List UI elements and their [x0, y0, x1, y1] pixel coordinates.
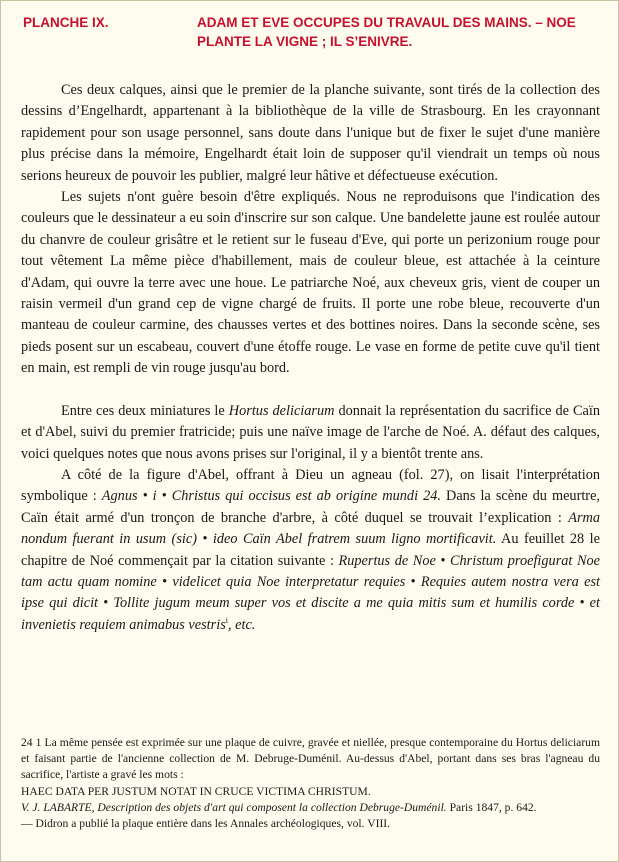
- latin-quote: Agnus • i • Christus qui occisus est ab origine mundi 24.: [101, 488, 441, 505]
- citation-title: V. J. LABARTE, Description des objets d'art qui composent la collection Debruge-Duménil.: [21, 800, 447, 814]
- paragraph-2: Les sujets n'ont guère besoin d'être expliqués. Nous ne reproduisons que l'indication des couleurs que le dessinateur a eu soin d'inscrire sur son calque. Une bandelette jaune est roulée autour du chanvre de couleur grisâtre et le retient sur le fuseau d'Eve, qui porte un perizonium rouge pour tout vêtement La même pièce d'habillement, mais de couleur bleue, est attachée à la ceinture d'Adam, qui ouvre la terre avec une houe. Le patriarche Noé, aux cheveux gris, vient de couper un raisin vermeil d'un grand cep de vigne chargé de fruits. Il porte une robe bleue, recouverte d'un manteau de couleur carmine, des chausses vertes et des bottines noires. Dans la seconde scène, ses pieds posent sur un escabeau, couvert d'une étoffe rouge. Le vase en forme de petite cuve qu'il tient en main, est rempli de vin rouge jusqu'au bord.: [21, 189, 600, 377]
- paragraph-3-text: donnait la représentation du sacrifice de Caïn et d'Abel, suivi du premier fratricide; puis une naïve image de l'arche de Noé. A. défaut des calques, voici quelques notes que nous avons prises sur l'original, il y a bientôt trente ans.: [21, 402, 600, 462]
- plate-title: ADAM ET EVE OCCUPES DU TRAVAUL DES MAINS. – NOE PLANTE LA VIGNE ; IL S’ENIVRE.: [197, 15, 576, 49]
- footnote-block: [21, 735, 600, 832]
- footnote-inscription: HAEC DATA PER JUSTUM NOTAT IN CRUCE VICTIMA CHRISTUM.: [21, 784, 371, 798]
- latin-quote: Rupertus de Noe • Christum proefigurat Noe tam actu quam nomine • videlicet quia Noe interpretatur requies • Requies autem nostra vera est ipse qui dicit • Tollite jugum meum super vos et discite a me quia mitis sum et humilis corde • et invenietis requiem animabus vestris: [21, 552, 600, 633]
- footnote-text: 24 1 La même pensée est exprimée sur une plaque de cuivre, gravée et niellée, presque contemporaine du Hortus deliciarum et faisant partie de l'ancienne collection de M. Debruge-Duménil. Au-dessus d'Abel, portant dans ses bras l'agneau du sacrifice, l'artiste a gravé les mots :: [21, 736, 600, 782]
- paragraph-3: [21, 401, 600, 465]
- paragraph-3-text: Entre ces deux miniatures le: [61, 402, 229, 419]
- footnote-didron: — Didron a publié la plaque entière dans les Annales archéologiques, vol. VIII.: [21, 817, 391, 831]
- footnote-citation: [21, 800, 600, 816]
- latin-quote: Arma nondum fuerant in usum (sic) • ideo Caïn Abel fratrem suum ligno mortificavit.: [21, 509, 600, 548]
- paragraph-4-text: A côté de la figure d'Abel, offrant à Dieu un agneau (fol. 27), on lisait l'interprétation symbolique :: [21, 466, 600, 505]
- etc-text: , etc.: [228, 616, 256, 633]
- paragraph-4-text: Dans la scène du meurtre, Caïn était armé d'un tronçon de branche d'arbre, à côté duquel se trouvait l’explication :: [21, 488, 600, 526]
- hortus-title: Hortus deliciarum: [228, 402, 335, 419]
- paragraph-4: [21, 465, 600, 636]
- paragraph-4-text: Au feuillet 28 le chapitre de Noé commençait par la citation suivante :: [21, 531, 600, 569]
- main-text: [21, 80, 600, 636]
- paragraph-1: Ces deux calques, ainsi que le premier de la planche suivante, sont tirés de la collection des dessins d’Engelhardt, appartenant à la bibliothèque de la ville de Strasbourg. En les crayonnant rapidement pour son usage personnel, sans doute dans l'unique but de fixer le sujet d'une manière plus précise dans la mémoire, Engelhardt était loin de supposer qu'il viendrait un temps où nous serions heureux de pouvoir les publier, malgré leur hâtive et défectueuse exécution.: [21, 82, 600, 184]
- footnote-marker: i: [225, 615, 228, 625]
- plate-number: PLANCHE IX.: [23, 15, 109, 30]
- citation-rest: Paris 1847, p. 642.: [446, 800, 537, 814]
